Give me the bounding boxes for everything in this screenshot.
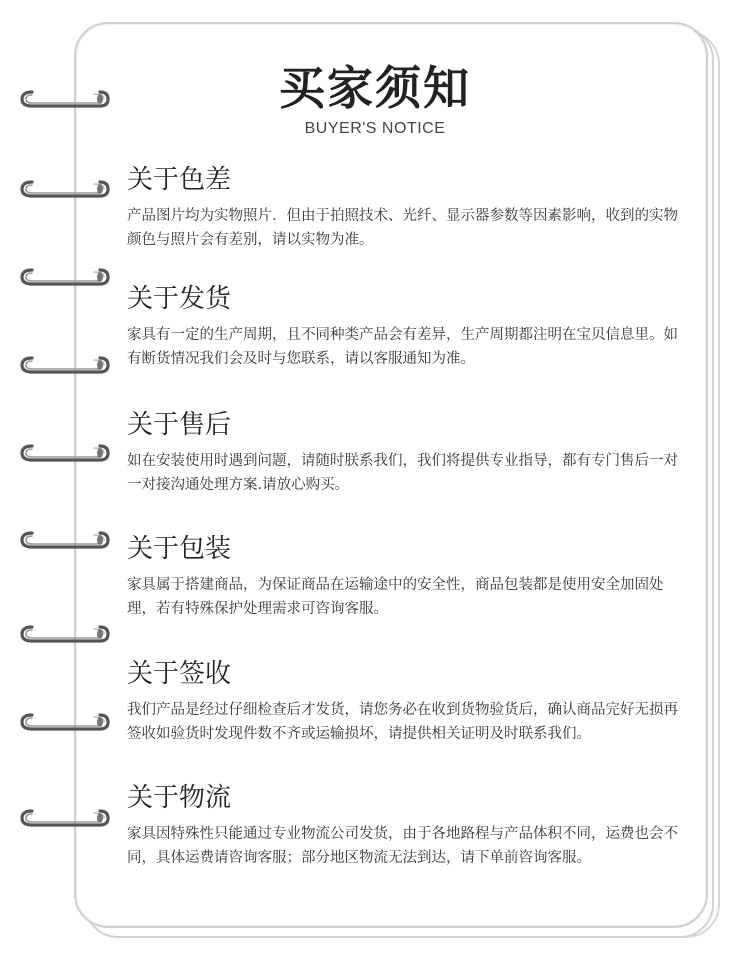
section-body: 如在安装使用时遇到问题，请随时朕系我们，我们将提供专业指导，都有专门售后一对一对接沟通处理方案.请放心购买。: [127, 453, 678, 493]
binder-ring-icon: [20, 621, 110, 647]
section-title: 关于物流: [127, 783, 232, 813]
section-logistics: [127, 782, 689, 870]
section-title: 关于色差: [127, 165, 232, 195]
section-after-sales: [127, 409, 689, 497]
section-packaging: [127, 533, 689, 621]
binder-ring-icon: [20, 527, 110, 553]
section-title: 关于售后: [127, 410, 232, 440]
page-header: [0, 62, 750, 138]
page-subtitle: BUYER'S NOTICE: [304, 120, 446, 137]
binder-ring-icon: [20, 176, 110, 202]
binder-ring-icon: [20, 440, 110, 466]
section-body: 家具因特殊性只能通过专业物流公司发货，由于各地路程与产品体积不同，运费也会不同，具体运费请咨询客服；部分地区物流无法到达，请下单前咨询客服。: [127, 826, 678, 866]
section-body: 产品图片均为实物照片．但由于拍照技术、光纤、显示器参数等因素影响，收到的实物颜色与照片会有差别，请以实物为准。: [127, 208, 678, 248]
binder-ring-icon: [20, 709, 110, 735]
page-title: 买家须知: [279, 61, 471, 115]
section-body: 我们产品是经过仔细检查后才发货，请您务必在收到货物验货后，确认商品完好无损再签收如验货时发现件数不齐或运输损坏，请提供相关证明及时联系我们。: [127, 702, 678, 742]
section-body: 家具属于搭建商品，为保证商品在运输途中的安全性，商品包装都是使用安全加固处理，若有特殊保护处理需求可咨询客服。: [127, 577, 664, 617]
section-color-difference: [127, 164, 689, 252]
binder-ring-icon: [20, 805, 110, 831]
binder-ring-icon: [20, 352, 110, 378]
section-title: 关于包装: [127, 534, 232, 564]
section-title: 关于签收: [127, 659, 232, 689]
binder-ring-icon: [20, 264, 110, 290]
section-body: 家具有一定的生产周期，且不同种类产品会有差异，生产周期都注明在宝贝信息里。如有断货情况我们会及时与您联系，请以客服通知为准。: [127, 327, 678, 367]
section-shipping: [127, 283, 689, 371]
section-title: 关于发货: [127, 284, 232, 314]
section-receipt: [127, 658, 689, 746]
